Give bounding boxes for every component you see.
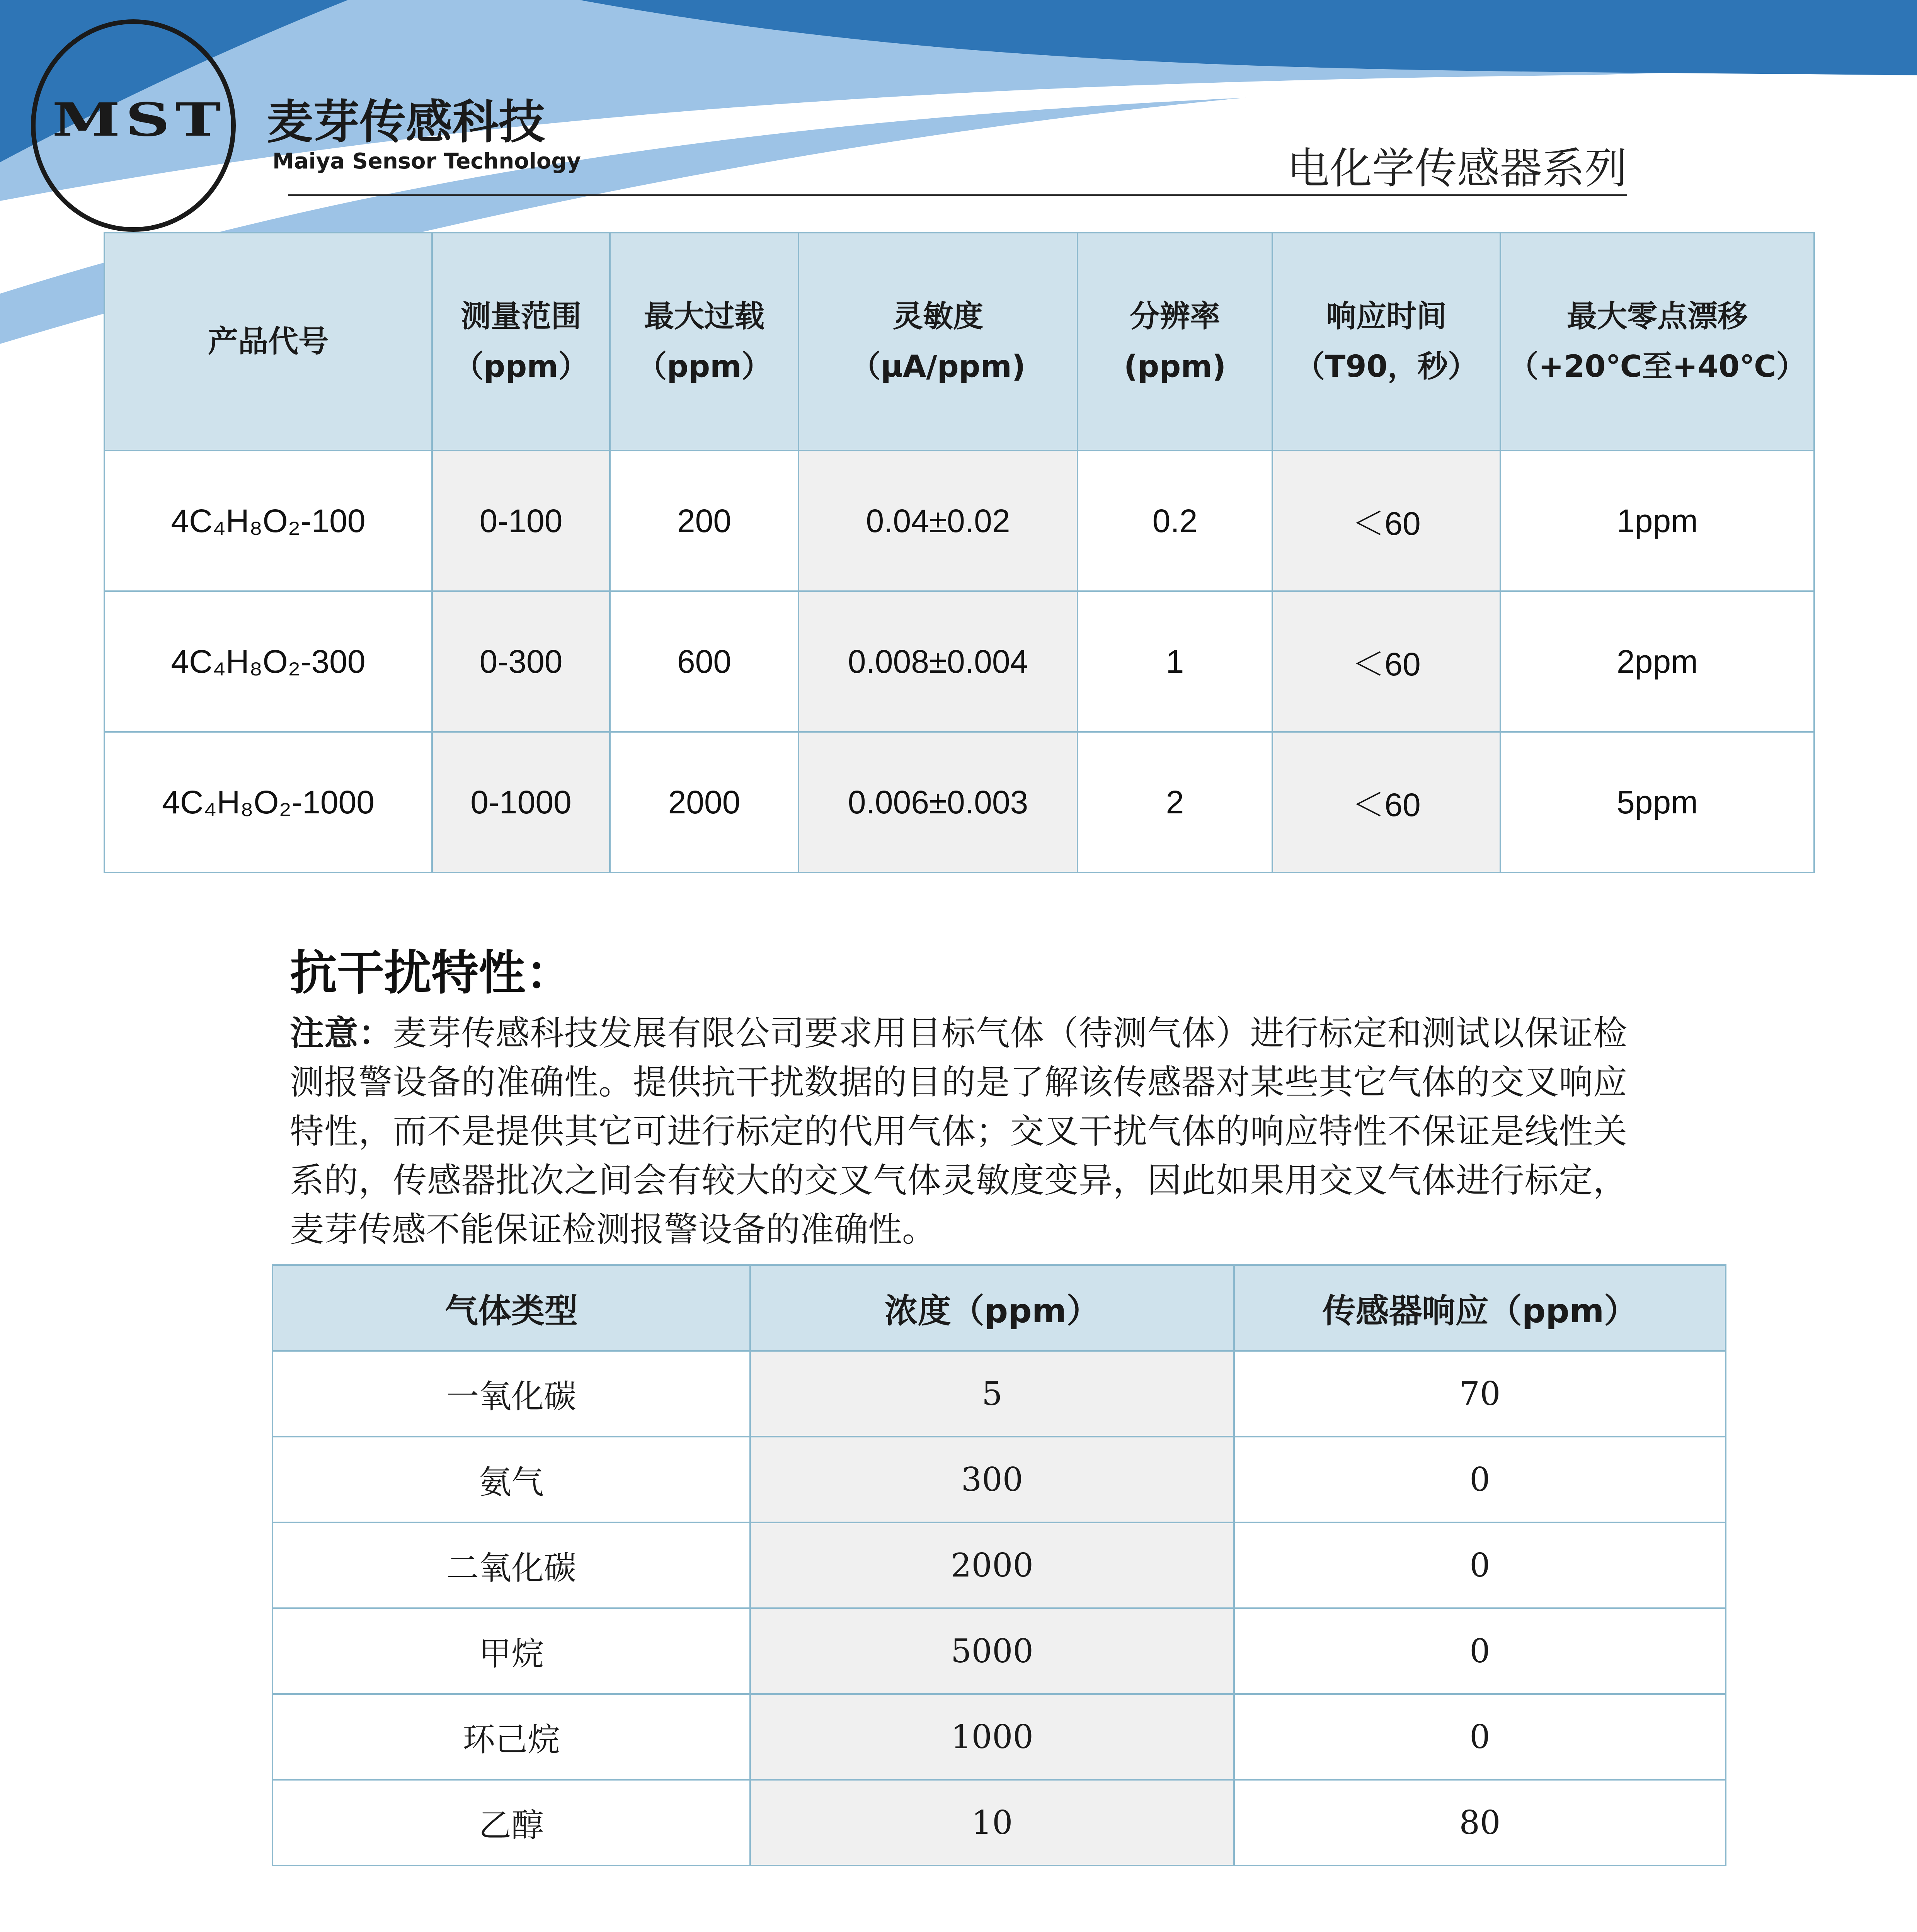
sensor-response: 70 [1234, 1351, 1726, 1437]
table-row [272, 1608, 1726, 1694]
sensitivity: 0.04±0.02 [798, 451, 1078, 591]
resolution: 1 [1078, 591, 1272, 732]
table-row [104, 732, 1814, 872]
gas-type: 甲烷 [272, 1608, 750, 1694]
sensor-response: 0 [1234, 1522, 1726, 1608]
gas-type: 二氧化碳 [272, 1522, 750, 1608]
spec-table [104, 232, 1815, 873]
sensitivity: 0.008±0.004 [798, 591, 1078, 732]
measure-range: 0-1000 [432, 732, 610, 872]
zero-drift: 2ppm [1500, 591, 1814, 732]
product-code: 4C₄H₈O₂-100 [104, 451, 432, 591]
table-row [272, 1351, 1726, 1437]
zero-drift: 5ppm [1500, 732, 1814, 872]
gas-header-cell: 气体类型 [272, 1265, 750, 1351]
gas-type: 氨气 [272, 1437, 750, 1522]
max-overload: 2000 [610, 732, 798, 872]
response-time: ＜60 [1272, 451, 1500, 591]
gas-header-cell: 传感器响应（ppm） [1234, 1265, 1726, 1351]
measure-range: 0-300 [432, 591, 610, 732]
gas-concentration: 5000 [750, 1608, 1234, 1694]
max-overload: 600 [610, 591, 798, 732]
spec-header-cell: 测量范围 （ppm） [432, 233, 610, 451]
resolution: 0.2 [1078, 451, 1272, 591]
measure-range: 0-100 [432, 451, 610, 591]
gas-concentration: 1000 [750, 1694, 1234, 1780]
gas-type: 环己烷 [272, 1694, 750, 1780]
zero-drift: 1ppm [1500, 451, 1814, 591]
resolution: 2 [1078, 732, 1272, 872]
max-overload: 200 [610, 451, 798, 591]
section-title: 抗干扰特性： [290, 946, 573, 1000]
sensor-response: 0 [1234, 1608, 1726, 1694]
gas-header-row [272, 1265, 1726, 1351]
table-row [104, 591, 1814, 732]
gas-header-cell: 浓度（ppm） [750, 1265, 1234, 1351]
gas-concentration: 300 [750, 1437, 1234, 1522]
spec-header-row [104, 233, 1814, 451]
note-paragraph [290, 1009, 1627, 1254]
response-time: ＜60 [1272, 591, 1500, 732]
note-text: 麦芽传感科技发展有限公司要求用目标气体（待测气体）进行标定和测试以保证检测报警设备的准确性。提供抗干扰数据的目的是了解该传感器对某些其它气体的交叉响应特性，而不是提供其它可进行标定的代用气体；交叉干扰气体的响应特性不保证是线性关系的，传感器批次之间会有较大的交叉气体灵敏度变异，因此如果用交叉气体进行标定，麦芽传感不能保证检测报警设备的准确性。 [290, 1013, 1627, 1249]
spec-header-cell: 产品代号 [104, 233, 432, 451]
note-label: 注意： [290, 1013, 393, 1053]
gas-type: 一氧化碳 [272, 1351, 750, 1437]
company-name-cn: 麦芽传感科技 [267, 95, 545, 149]
response-time: ＜60 [1272, 732, 1500, 872]
product-code: 4C₄H₈O₂-1000 [104, 732, 432, 872]
table-row [272, 1780, 1726, 1866]
spec-header-cell: 分辨率 (ppm) [1078, 233, 1272, 451]
spec-header-cell: 响应时间 （T90，秒） [1272, 233, 1500, 451]
gas-concentration: 10 [750, 1780, 1234, 1866]
header-rule [288, 194, 1627, 196]
sensor-response: 80 [1234, 1780, 1726, 1866]
product-code: 4C₄H₈O₂-300 [104, 591, 432, 732]
gas-type: 乙醇 [272, 1780, 750, 1866]
table-row [104, 451, 1814, 591]
sensitivity: 0.006±0.003 [798, 732, 1078, 872]
table-row [272, 1437, 1726, 1522]
company-name-en: Maiya Sensor Technology [272, 149, 581, 174]
sensor-response: 0 [1234, 1694, 1726, 1780]
sensor-response: 0 [1234, 1437, 1726, 1522]
spec-header-cell: 灵敏度 （μA/ppm) [798, 233, 1078, 451]
table-row [272, 1522, 1726, 1608]
spec-header-cell: 最大过载 （ppm） [610, 233, 798, 451]
series-title: 电化学传感器系列 [1287, 144, 1627, 193]
spec-header-cell: 最大零点漂移 （+20℃至+40℃） [1500, 233, 1814, 451]
logo-mst-text: MST [52, 93, 226, 146]
interference-table [272, 1264, 1726, 1866]
table-row [272, 1694, 1726, 1780]
gas-concentration: 5 [750, 1351, 1234, 1437]
gas-concentration: 2000 [750, 1522, 1234, 1608]
